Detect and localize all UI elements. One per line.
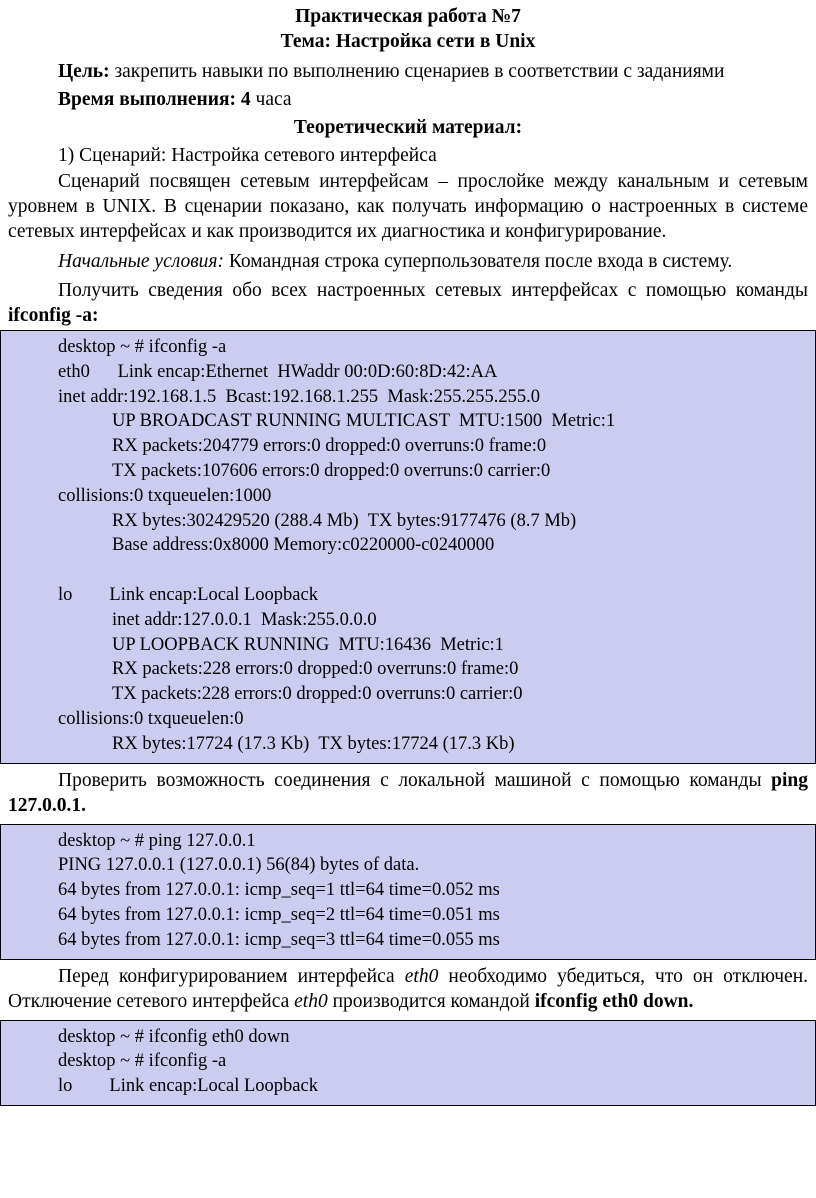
code-line: collisions:0 txqueuelen:0 [58, 708, 244, 729]
code-line: desktop ~ # ifconfig eth0 down [58, 1026, 290, 1047]
code-line: desktop ~ # ifconfig -a [58, 1051, 227, 1072]
time-label: Время выполнения: 4 [58, 89, 251, 110]
code-line: RX packets:204779 errors:0 dropped:0 overruns:0 frame:0 [112, 436, 547, 457]
code-block-ifconfig-down [0, 1020, 816, 1106]
initial-conditions-text: Командная строка суперпользователя после входа в систему. [224, 251, 733, 272]
initial-conditions-label: Начальные условия: [58, 251, 224, 272]
goal-paragraph [8, 59, 808, 84]
goal-label: Цель: [58, 61, 110, 82]
initial-conditions-paragraph [8, 249, 808, 274]
code-line: collisions:0 txqueuelen:1000 [58, 485, 272, 506]
before-config-text: Перед конфигурированием интерфейса [58, 965, 405, 987]
interface-name: eth0 [294, 990, 328, 1012]
before-config-text: производится командой [327, 990, 535, 1012]
time-paragraph [8, 87, 808, 112]
code-line: 64 bytes from 127.0.0.1: icmp_seq=1 ttl=64 time=0.052 ms [58, 880, 500, 901]
scenario-description: Сценарий посвящен сетевым интерфейсам – прослойке между канальным и сетевым уровнем в UNIX. В сценарии показано, как получать информацию о настроенных в системе сетевых интерфейсах и как производится их диагностика и конфигурирование. [8, 171, 808, 242]
code-line: inet addr:192.168.1.5 Bcast:192.168.1.255 Mask:255.255.255.0 [58, 386, 540, 407]
before-config-text: необходимо убедиться, что он отключен. Отключение сетевого интерфейса [8, 965, 809, 1012]
code-line: TX packets:107606 errors:0 dropped:0 overruns:0 carrier:0 [112, 460, 551, 481]
code-line: PING 127.0.0.1 (127.0.0.1) 56(84) bytes of data. [58, 855, 420, 876]
get-info-paragraph [8, 278, 808, 328]
code-line: 64 bytes from 127.0.0.1: icmp_seq=2 ttl=64 time=0.051 ms [58, 904, 500, 925]
code-line: lo Link encap:Local Loopback [58, 1076, 318, 1097]
code-blank-line [1, 558, 815, 583]
down-command: ifconfig eth0 down. [534, 990, 694, 1012]
goal-text: закрепить навыки по выполнению сценариев в соответствии с заданиями [109, 61, 725, 82]
interface-name: eth0 [404, 965, 439, 987]
code-line: TX packets:228 errors:0 dropped:0 overruns:0 carrier:0 [112, 684, 523, 705]
code-line: desktop ~ # ifconfig -a [58, 337, 227, 357]
code-line: UP BROADCAST RUNNING MULTICAST MTU:1500 Metric:1 [112, 411, 616, 432]
code-line: Base address:0x8000 Memory:c0220000-c0240000 [112, 535, 495, 556]
check-ping-command: ping 127.0.0.1. [8, 769, 808, 816]
topic-heading: Тема: Настройка сети в Unix [280, 31, 536, 52]
get-info-text: Получить сведения обо всех настроенных сетевых интерфейсах с помощью команды [58, 280, 808, 301]
code-line: desktop ~ # ping 127.0.0.1 [58, 830, 256, 851]
code-line: RX bytes:302429520 (288.4 Mb) TX bytes:9177476 (8.7 Mb) [112, 510, 577, 531]
code-line: UP LOOPBACK RUNNING MTU:16436 Metric:1 [112, 634, 504, 655]
code-line: eth0 Link encap:Ethernet HWaddr 00:0D:60:8D:42:AA [58, 361, 498, 382]
code-line: 64 bytes from 127.0.0.1: icmp_seq=3 ttl=64 time=0.055 ms [58, 929, 500, 950]
page-title: Практическая работа №7 [295, 6, 521, 27]
check-ping-paragraph [8, 768, 808, 818]
code-line: inet addr:127.0.0.1 Mask:255.0.0.0 [112, 609, 377, 630]
code-block-ifconfig [0, 330, 816, 764]
time-text: часа [250, 89, 292, 110]
theory-heading: Теоретический материал: [293, 117, 523, 138]
code-line: RX bytes:17724 (17.3 Kb) TX bytes:17724 (17.3 Kb) [112, 733, 515, 754]
check-ping-text: Проверить возможность соединения с локальной машиной с помощью команды [58, 769, 772, 791]
get-info-command: ifconfig -a: [8, 305, 99, 326]
code-line: RX packets:228 errors:0 dropped:0 overruns:0 frame:0 [112, 659, 519, 680]
scenario-list-item: 1) Сценарий: Настройка сетевого интерфейса [58, 145, 437, 166]
code-block-ping [0, 824, 816, 960]
code-line: lo Link encap:Local Loopback [58, 584, 318, 605]
before-config-paragraph [8, 964, 808, 1014]
